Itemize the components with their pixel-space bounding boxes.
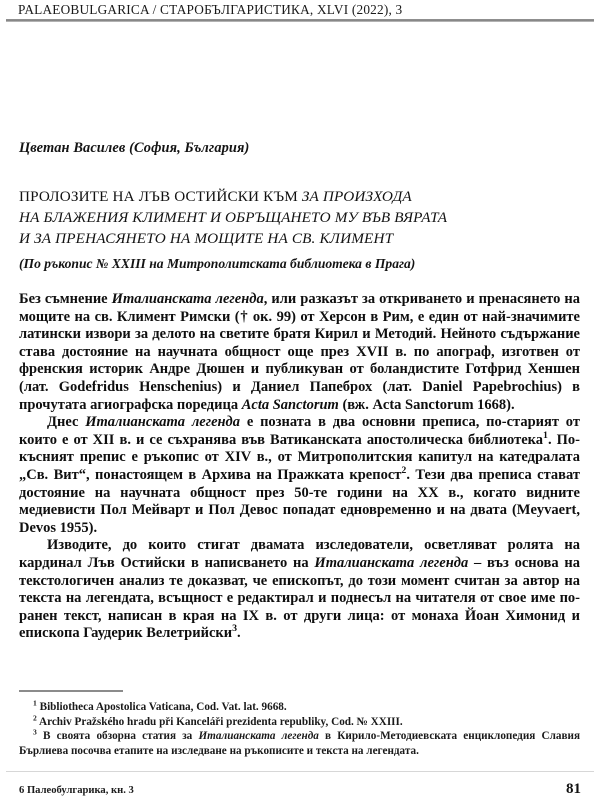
- footnote-item-3: [19, 729, 580, 758]
- article-body: [19, 291, 580, 643]
- footnote-marker-1: 1: [33, 698, 37, 708]
- page-number: 81: [566, 781, 581, 797]
- title-line-1: [19, 186, 582, 207]
- p1-italic-1: Италианската легенда: [111, 291, 264, 307]
- title-line-3: И ЗА ПРЕНАСЯНЕТО НА МОЩИТЕ НА СВ. КЛИМЕНТ: [19, 230, 394, 247]
- footer-rule: [6, 771, 594, 772]
- p3-seg2: – въз основа на текстологичен анализ те доказват, че епископът, до този момент считан за автор на текста на легендата, всъщност е редактирал и поднесъл на читателя от свое име по-ранен текст, написан в края на IX в. от други лица: от монаха Йоан Химонид и епископа Гаудерик Велетрийски: [19, 554, 580, 642]
- footnote-item-2: [19, 712, 580, 730]
- p3-seg1: Изводите, до които стигат двамата изследователи, осветляват ролята на кардинал Лъв Остийски в написването на: [19, 537, 580, 571]
- footnote-marker-3: 3: [33, 727, 37, 737]
- footnote-text-1: Bibliotheca Apostolica Vaticana, Cod. Vat. lat. 9668.: [39, 701, 287, 713]
- p1-italic-2: Acta Sanctorum: [241, 396, 339, 413]
- footnote-marker-2: 2: [33, 712, 37, 722]
- footnote-ref-1[interactable]: 1: [543, 429, 548, 441]
- body-paragraph-3: [19, 537, 580, 643]
- title-line-1-roman: ПРОЛОЗИТЕ НА ЛЪВ ОСТИЙСКИ КЪМ: [19, 188, 302, 205]
- footnote-separator: [19, 690, 123, 692]
- body-paragraph-2: [19, 414, 580, 537]
- p2-seg3: . По-късният препис е ръкопис от XIV в., от Митрополитския капитул на катедралата „Св. Вит“, понастоящем в Архива на Пражката крепост: [19, 431, 580, 483]
- article-author: Цветан Василев (София, България): [19, 140, 250, 156]
- p2-italic-1: Италианската легенда: [85, 414, 240, 431]
- footnote-ref-2[interactable]: 2: [401, 465, 407, 477]
- p3-italic-1: Италианската легенда: [314, 554, 469, 571]
- p1-seg1: Без съмнение: [19, 291, 112, 307]
- article-title-block: [19, 186, 582, 273]
- header-rule: [6, 19, 594, 22]
- footnote-list: [19, 700, 580, 758]
- p1-seg3: (вж. Acta Sanctorum 1668).: [338, 396, 515, 413]
- footnote-ref-3[interactable]: 3: [232, 623, 238, 635]
- p2-seg2: е позната в два основни преписа, по-старият от които е от XII в. и се съхранява във Ватиканската апостолическа библиотека: [19, 414, 580, 448]
- footnote-text-3-pre: В своята обзорна статия за: [43, 730, 199, 743]
- running-header: PALAEOBULGARICA / СТАРОБЪЛГАРИСТИКА, XLVI (2022), 3: [18, 2, 403, 17]
- title-line-2: НА БЛАЖЕНИЯ КЛИМЕНТ И ОБРЪЩАНЕТО МУ ВЪВ ВЯРАТА: [19, 209, 448, 226]
- footnote-text-3-post: в Кирило-Методиевската енциклопедия Славия Бърлиева посочва етапите на изследване на ръкописите и текста на легендата.: [19, 730, 581, 757]
- p1-seg2: , или разказът за откриването и пренасянето на мощите на св. Климент Римски († ок. 99) от Херсон в Рим, е един от най-значимите латински извори за делото на светите братя Кирил и Методий. Нейното съдържание става достояние на научната общност още през XVII в. по апограф, изготвен от френския историк Андре Дюшен и публикуван от боландистите Готфрид Хеншен (лат. Godefridus Henschenius) и Даниел Папеброх (лат. Daniel Papebrochius) в прочутата агиографска поредица: [19, 291, 580, 413]
- footnote-item-1: [19, 700, 580, 715]
- title-line-1-italic: ЗА ПРОИЗХОДА: [301, 188, 412, 205]
- p2-seg4: . Тези два преписа стават достояние на научната общност през 50-те години на XX в., когато видните медиевисти Пол Мейварт и Пол Девос попадат едновременно и на двата (Meyvaert, Devos 1955).: [19, 466, 580, 536]
- p2-seg1: Днес: [47, 414, 86, 431]
- footer-journal-note: 6 Палеобулгарика, кн. 3: [19, 785, 134, 796]
- footnote-text-3-italic: Италианската легенда: [198, 730, 319, 743]
- footnote-text-2: Archiv Pražského hradu při Kanceláři prezidenta republiky, Cod. № XXIII.: [39, 715, 403, 728]
- body-paragraph-1: [19, 291, 580, 414]
- article-subtitle: (По ръкопис № XXIII на Митрополитската библиотека в Прага): [19, 256, 416, 271]
- p3-seg3: .: [237, 625, 241, 642]
